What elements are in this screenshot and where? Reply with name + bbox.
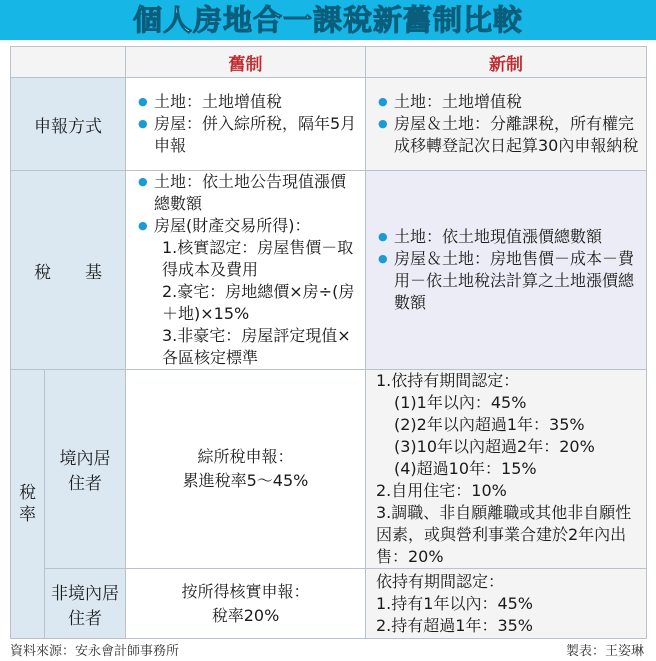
- list-item: ● 土地：依土地現值漲價總數額: [378, 226, 640, 248]
- filing-new-list: [366, 91, 646, 157]
- tax-rate-label: [11, 370, 45, 639]
- list-item: 2.持有超過1年：35%: [376, 615, 534, 635]
- filing-method-row: [11, 78, 647, 171]
- resident-old-cell: [126, 370, 366, 569]
- list-item: (2)2年以內超過1年：35%: [394, 415, 585, 434]
- title-banner: [0, 0, 656, 40]
- tax-base-row: [11, 171, 647, 370]
- tax-base-old-list: [126, 171, 365, 369]
- house-income-heading: 房屋(財產交易所得)：: [154, 216, 311, 235]
- tax-base-old-cell: [126, 171, 366, 370]
- tax-base-label: 稅 基: [11, 171, 126, 370]
- list-item: ● 土地：依土地公告現值漲價總數額: [138, 171, 359, 215]
- table-header-row: [11, 47, 647, 78]
- table-credit: 製表：王姿琳: [565, 644, 644, 659]
- list-item: [138, 215, 359, 369]
- list-item: ● 房屋＆土地：分離課稅，所有權完成移轉登記次日起算30內申報納稅: [378, 113, 640, 157]
- list-item: [376, 370, 640, 480]
- filing-method-label: 申報方式: [11, 78, 126, 171]
- list-item: 3.非豪宅：房屋評定現值×各區核定標準: [162, 326, 351, 367]
- header-corner-cell: [11, 47, 126, 78]
- list-item: 2.自用住宅：10%: [376, 481, 507, 500]
- list-item: (4)超過10年：15%: [394, 459, 537, 478]
- header-new-system: 新制: [366, 47, 647, 78]
- list-item: (3)10年以內超過2年：20%: [394, 437, 595, 456]
- list-item: 2.豪宅：房地總價×房÷(房＋地)×15%: [162, 282, 355, 323]
- resident-old-line: 累進稅率5～45%: [182, 471, 309, 490]
- list-item: ● 房屋：併入綜所稅，隔年5月申報: [138, 113, 359, 157]
- filing-new-cell: [366, 78, 647, 171]
- nonresident-new-list: [366, 571, 646, 637]
- list-item: 3.調職、非自願離職或其他非自願性因素，或與營利事業合建於2年內出售：20%: [376, 503, 632, 566]
- nonresident-new-cell: [366, 569, 647, 639]
- list-item: (1)1年以內：45%: [394, 393, 527, 412]
- list-item: ● 土地：土地增值稅: [138, 91, 359, 113]
- page-title: 個人房地合一課稅新舊制比較: [132, 3, 523, 37]
- nonresident-old-line: 稅率20%: [211, 605, 280, 625]
- tax-base-new-cell: [366, 171, 647, 370]
- header-old-system: 舊制: [126, 47, 366, 78]
- footer: [10, 638, 646, 658]
- list-item: ● 土地：土地增值稅: [378, 91, 640, 113]
- filing-old-cell: [126, 78, 366, 171]
- resident-label: 境內居住者: [45, 370, 126, 569]
- list-item: ● 房屋＆土地：房地售價－成本－費用－依土地稅法計算之土地漲價總數額: [378, 248, 640, 314]
- nonresident-old-cell: [126, 569, 366, 639]
- tax-rate-label-text: 稅率: [19, 483, 36, 525]
- house-income-sublist: [154, 237, 359, 369]
- holding-period-heading: 1.依持有期間認定：: [376, 371, 520, 390]
- resident-new-list: [366, 370, 646, 568]
- tax-rate-nonresident-row: [11, 569, 647, 639]
- tax-rate-resident-row: [11, 370, 647, 569]
- data-source: 資料來源：安永會計師事務所: [10, 644, 180, 659]
- tax-base-new-list: [366, 226, 646, 314]
- resident-new-cell: [366, 370, 647, 569]
- list-item: 1.持有1年以內：45%: [376, 593, 534, 613]
- resident-old-line: 綜所稅申報：: [197, 447, 294, 466]
- list-item: 1.核實認定：房屋售價－取得成本及費用: [162, 238, 354, 279]
- list-item: 依持有期間認定：: [376, 571, 505, 591]
- holding-period-sublist: [376, 392, 640, 480]
- filing-old-list: [126, 91, 365, 157]
- nonresident-old-line: 按所得核實申報：: [181, 581, 310, 601]
- comparison-table: [10, 46, 647, 639]
- nonresident-label: 非境內居住者: [45, 569, 126, 639]
